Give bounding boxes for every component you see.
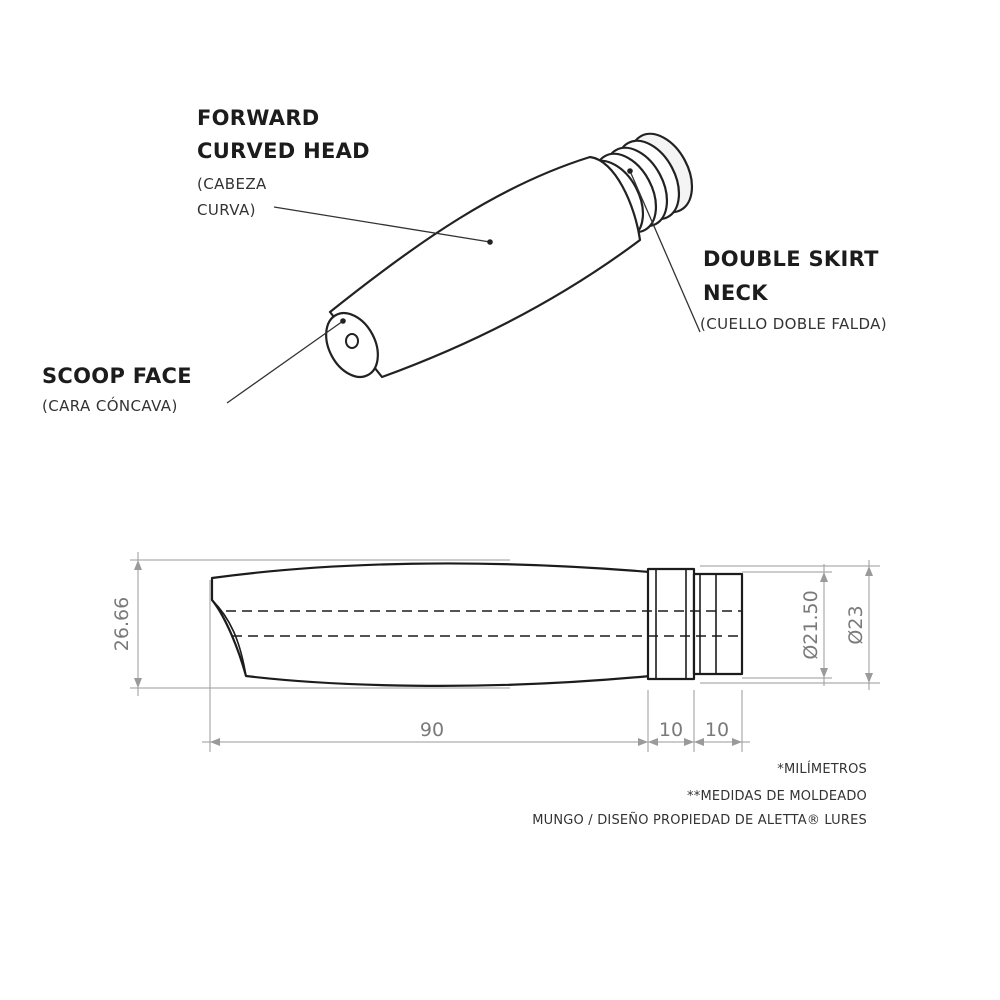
head-title-line-1: FORWARD bbox=[197, 106, 320, 130]
head-title-line-2: CURVED HEAD bbox=[197, 139, 370, 163]
note-molding: **MEDIDAS DE MOLDEADO bbox=[687, 789, 867, 804]
body-outline bbox=[212, 563, 650, 685]
dim-neck-len-1-text: 10 bbox=[658, 719, 684, 741]
dim-body-length-text: 90 bbox=[419, 719, 445, 741]
face-title: SCOOP FACE bbox=[42, 364, 192, 388]
head-sub-line-2: CURVA) bbox=[197, 201, 256, 219]
neck-section-2 bbox=[694, 574, 742, 674]
dim-height-text: 26.66 bbox=[111, 596, 133, 652]
neck-title-line-1: DOUBLE SKIRT bbox=[703, 247, 879, 271]
note-units: *MILÍMETROS bbox=[777, 762, 867, 777]
face-sub: (CARA CÓNCAVA) bbox=[42, 397, 178, 415]
head-sub-line-1: (CABEZA bbox=[197, 175, 267, 193]
neck-section-1 bbox=[648, 569, 694, 679]
note-property: MUNGO / DISEÑO PROPIEDAD DE ALETTA® LURES bbox=[532, 813, 867, 828]
dim-outer-diameter-text: Ø23 bbox=[845, 605, 867, 645]
neck-sub: (CUELLO DOBLE FALDA) bbox=[700, 315, 888, 333]
dim-neck-len-2-text: 10 bbox=[704, 719, 730, 741]
neck-title-line-2: NECK bbox=[703, 281, 768, 305]
dim-inner-diameter-text: Ø21.50 bbox=[800, 590, 822, 660]
